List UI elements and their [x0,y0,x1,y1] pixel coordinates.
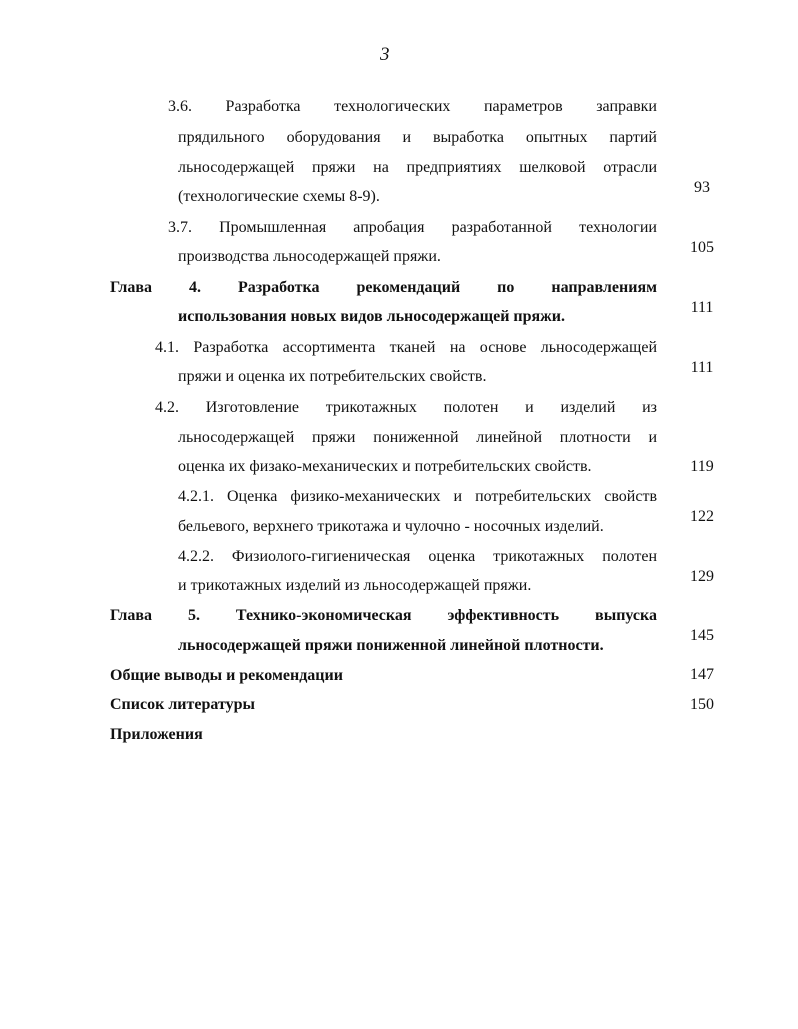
toc-line: оценка их физако-механических и потребительских свойств. [178,458,592,475]
toc-page-number: 93 [694,179,710,196]
toc-page-number: 119 [690,458,714,475]
toc-line: 3.6. Разработка технологических параметров заправки [168,98,657,115]
toc-line: 3.7. Промышленная апробация разработанной технологии [168,219,657,236]
toc-line: Список литературы [110,696,255,713]
toc-page-number: 150 [690,696,714,713]
toc-page-number: 111 [690,299,714,316]
toc-line: 4.1. Разработка ассортимента тканей на основе льносодержащей [155,339,657,356]
toc-line: и трикотажных изделий из льносодержащей пряжи. [178,577,532,594]
toc-line: льносодержащей пряжи на предприятиях шелковой отрасли [178,159,657,176]
toc-line: Глава 4. Разработка рекомендаций по направлениям [110,279,657,296]
toc-line: бельевого, верхнего трикотажа и чулочно - носочных изделий. [178,518,604,535]
toc-line: Глава 5. Технико-экономическая эффективность выпуска [110,607,657,624]
toc-page-number: 111 [690,359,714,376]
toc-line: 4.2.1. Оценка физико-механических и потребительских свойств [178,488,657,505]
toc-page-number: 105 [690,239,714,256]
toc-page-number: 147 [690,666,714,683]
toc-line: пряжи и оценка их потребительских свойств. [178,368,487,385]
toc-page-number: 129 [690,568,714,585]
toc-line: 4.2. Изготовление трикотажных полотен и изделий из [155,399,657,416]
toc-line: 4.2.2. Физиолого-гигиеническая оценка трикотажных полотен [178,548,657,565]
toc-line: производства льносодержащей пряжи. [178,248,441,265]
toc-line: Общие выводы и рекомендации [110,667,343,684]
page-number: 3 [380,44,390,65]
toc-line: льносодержащей пряжи пониженной линейной плотности и [178,429,657,446]
toc-page-number: 122 [690,508,714,525]
toc-line: Приложения [110,726,203,743]
toc-line: (технологические схемы 8-9). [178,188,380,205]
toc-line: прядильного оборудования и выработка опытных партий [178,129,657,146]
toc-line: использования новых видов льносодержащей пряжи. [178,308,565,325]
toc-page-number: 145 [690,627,714,644]
toc-line: льносодержащей пряжи пониженной линейной плотности. [178,637,604,654]
